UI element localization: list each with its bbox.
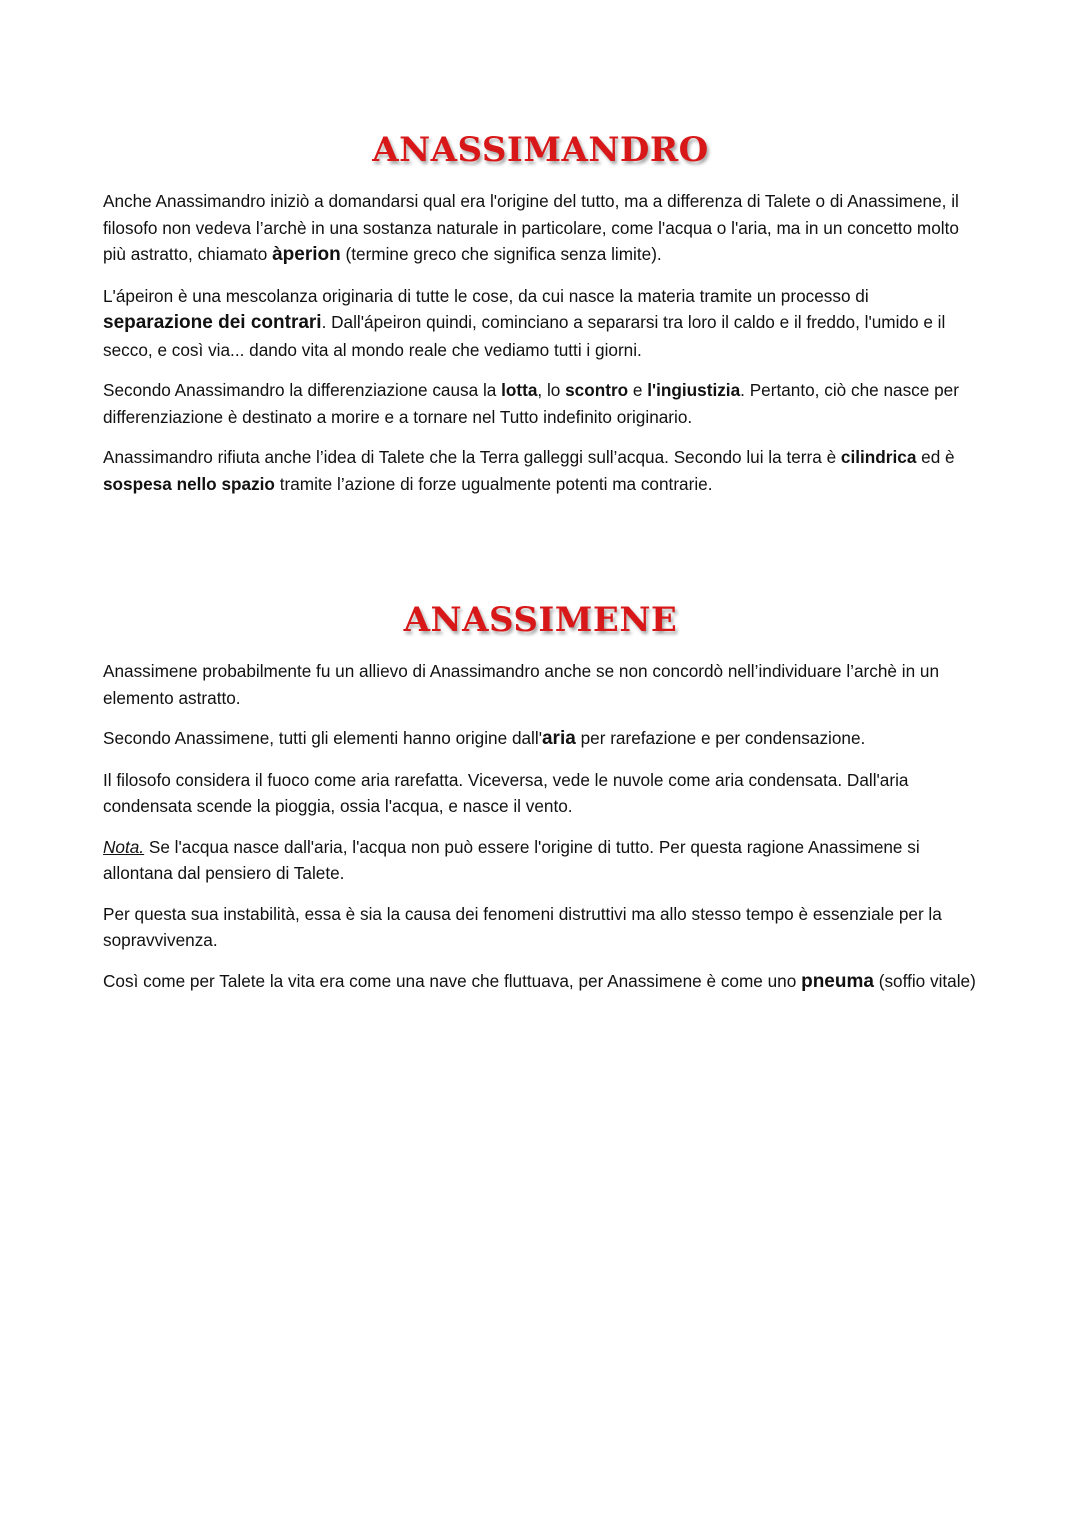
paragraph [103,725,978,753]
text-run: (soffio vitale) [873,970,976,991]
text-run: Per questa sua instabilità, essa è sia la causa dei fenomeni distruttivi ma allo stesso tempo è essenziale per la sopravvivenza. [103,903,942,950]
bold-term: lotta [501,380,538,400]
paragraph [103,901,978,954]
text-run: per rarefazione e per condensazione. [575,728,866,748]
text-run: Anche Anassimandro iniziò a domandarsi qual era l'origine del tutto, ma a differenza di Talete o di Anassimene, il filosofo non vedeva l’archè in una sostanza naturale in particolare, come l'acqua o l'aria, ma in un concetto molto più astratto, chiamato [103,191,959,264]
text-run: Se l'acqua nasce dall'aria, l'acqua non può essere l'origine di tutto. Per questa ragione Anassimene si allontana dal pensiero di Talete. [103,836,920,883]
bold-term: sospesa nello spazio [103,473,275,494]
text-run: Secondo Anassimene, tutti gli elementi hanno origine dall' [103,728,542,748]
bold-term: àperion [272,244,341,265]
section-title: ANASSIMANDRO [372,130,709,170]
text-run: Il filosofo considera il fuoco come aria rarefatta. Viceversa, vede le nuvole come aria condensata. Dall'aria condensata scende la pioggia, ossia l'acqua, e nasce il vento. [103,769,909,816]
section-title: ANASSIMENE [403,600,678,640]
paragraph [103,658,978,711]
paragraph [103,968,978,996]
paragraph [103,188,978,269]
text-run: Secondo Anassimandro la differenziazione causa la [103,380,502,400]
paragraph [103,283,978,364]
text-run: L'ápeiron è una mescolanza originaria di tutte le cose, da cui nasce la materia tramite un processo di [103,285,869,306]
bold-term: aria [541,728,576,749]
note-label: Nota. [103,836,145,857]
section-anassimene [103,600,978,1009]
text-run: ed è [916,447,955,467]
text-run: (termine greco che significa senza limite). [340,244,662,264]
text-run: Così come per Talete la vita era come una nave che fluttuava, per Anassimene è come uno [103,970,802,991]
text-run: tramite l’azione di forze ugualmente potenti ma contrarie. [274,473,713,494]
text-run: , lo [537,380,566,400]
bold-term: pneuma [801,970,874,992]
text-run: Anassimandro rifiuta anche l’idea di Talete che la Terra galleggi sull’acqua. Secondo lui la terra è [103,447,841,467]
paragraph [103,444,978,497]
bold-term: cilindrica [840,447,917,467]
text-run: . Pertanto, ciò che nasce per differenziazione è destinato a morire e a tornare nel Tutto indefinito originario. [103,380,959,427]
paragraph [103,834,978,887]
bold-term: l'ingiustizia [647,380,741,400]
bold-term: separazione dei contrari [103,312,322,333]
text-run: Anassimene probabilmente fu un allievo di Anassimandro anche se non concordò nell’individuare l’archè in un elemento astratto. [103,661,940,708]
text-run: e [628,380,648,400]
paragraph [103,767,978,820]
text-run: . Dall'ápeiron quindi, cominciano a separarsi tra loro il caldo e il freddo, l'umido e il secco, e così via... dando vita al mondo reale che vediamo tutti i giorni. [103,312,946,360]
paragraph [103,377,978,430]
bold-term: scontro [565,380,629,400]
section-anassimandro [103,130,978,511]
